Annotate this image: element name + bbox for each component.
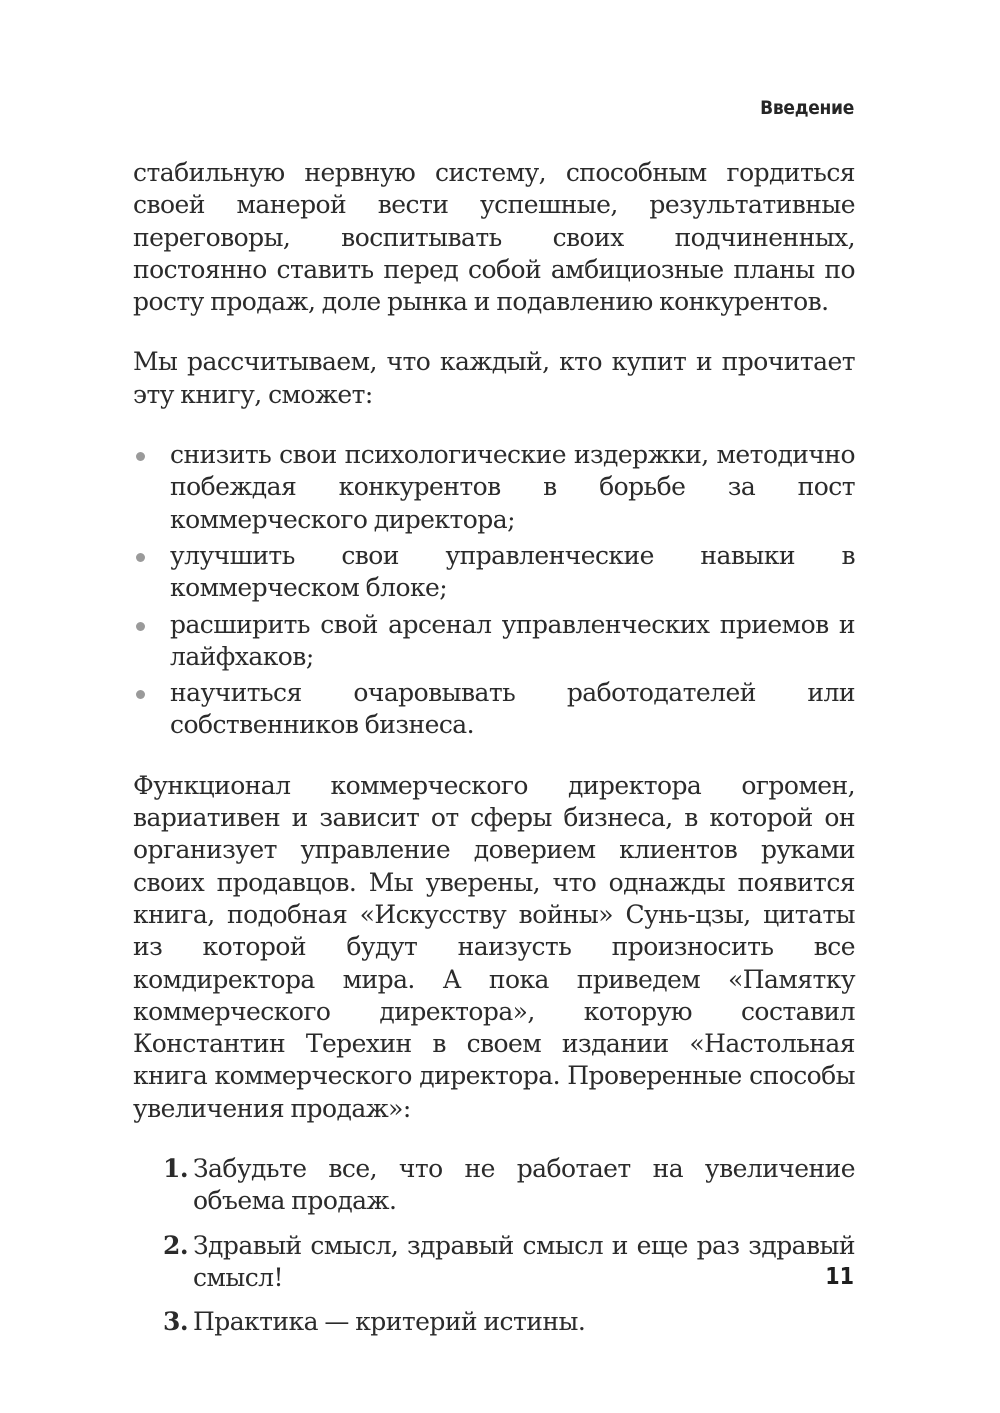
- bullet-list: [133, 439, 855, 742]
- bullet-item: [133, 609, 855, 674]
- numbered-item: [133, 1153, 855, 1218]
- bullet-text: расширить свой арсенал управленческих приемов и лайфхаков;: [170, 609, 855, 671]
- bullet-text: снизить свои психологические издержки, методично побеждая конкурентов в борьбе за пост коммерческого директора;: [170, 440, 855, 534]
- bullet-item: [133, 439, 855, 536]
- bullet-text: улучшить свои управленческие навыки в коммерческом блоке;: [170, 540, 855, 603]
- bullet-item: [133, 677, 855, 742]
- numbered-list: [133, 1153, 855, 1338]
- bullet-icon: [136, 690, 145, 699]
- paragraph-2: Мы рассчитываем, что каждый, кто купит и прочитает эту книгу, сможет:: [133, 347, 855, 409]
- numbered-item: [133, 1306, 855, 1338]
- item-text: Здравый смысл, здравый смысл и еще раз здравый смысл!: [193, 1230, 855, 1292]
- paragraph-1: стабильную нервную систему, способным гордиться своей манерой вести успешные, результативные переговоры, воспитывать своих подчиненных, постоянно ставить перед собой амбициозные планы по росту продаж, доле рынка и подавлению конкурентов.: [133, 158, 855, 317]
- bullet-icon: [136, 622, 145, 631]
- bullet-text: научиться очаровывать работодателей или собственников бизнеса.: [170, 678, 855, 740]
- bullet-item: [133, 540, 855, 605]
- item-number: 1.: [163, 1154, 188, 1184]
- page-number: 11: [825, 1264, 854, 1290]
- item-number: 2.: [163, 1230, 188, 1260]
- numbered-item: [133, 1230, 855, 1295]
- paragraph-3: Функционал коммерческого директора огромен, вариативен и зависит от сферы бизнеса, в которой он организует управление доверием клиентов руками своих продавцов. Мы уверены, что однажды появится книга, подобная «Искусству войны» Сунь-цзы, цитаты из которой будут наизусть произносить все комдиректора мира. А пока приведем «Памятку коммерческого директора», которую составил Константин Терехин в своем издании «Настольная книга коммерческого директора. Проверенные способы увеличения продаж»:: [133, 770, 855, 1123]
- running-head: Введение: [760, 97, 854, 119]
- bullet-icon: [136, 452, 145, 461]
- page-body: [133, 157, 855, 1351]
- bullet-icon: [136, 553, 145, 562]
- item-number: 3.: [163, 1307, 188, 1337]
- item-text: Практика — критерий истины.: [193, 1307, 586, 1337]
- item-text: Забудьте все, что не работает на увеличение объема продаж.: [193, 1154, 855, 1216]
